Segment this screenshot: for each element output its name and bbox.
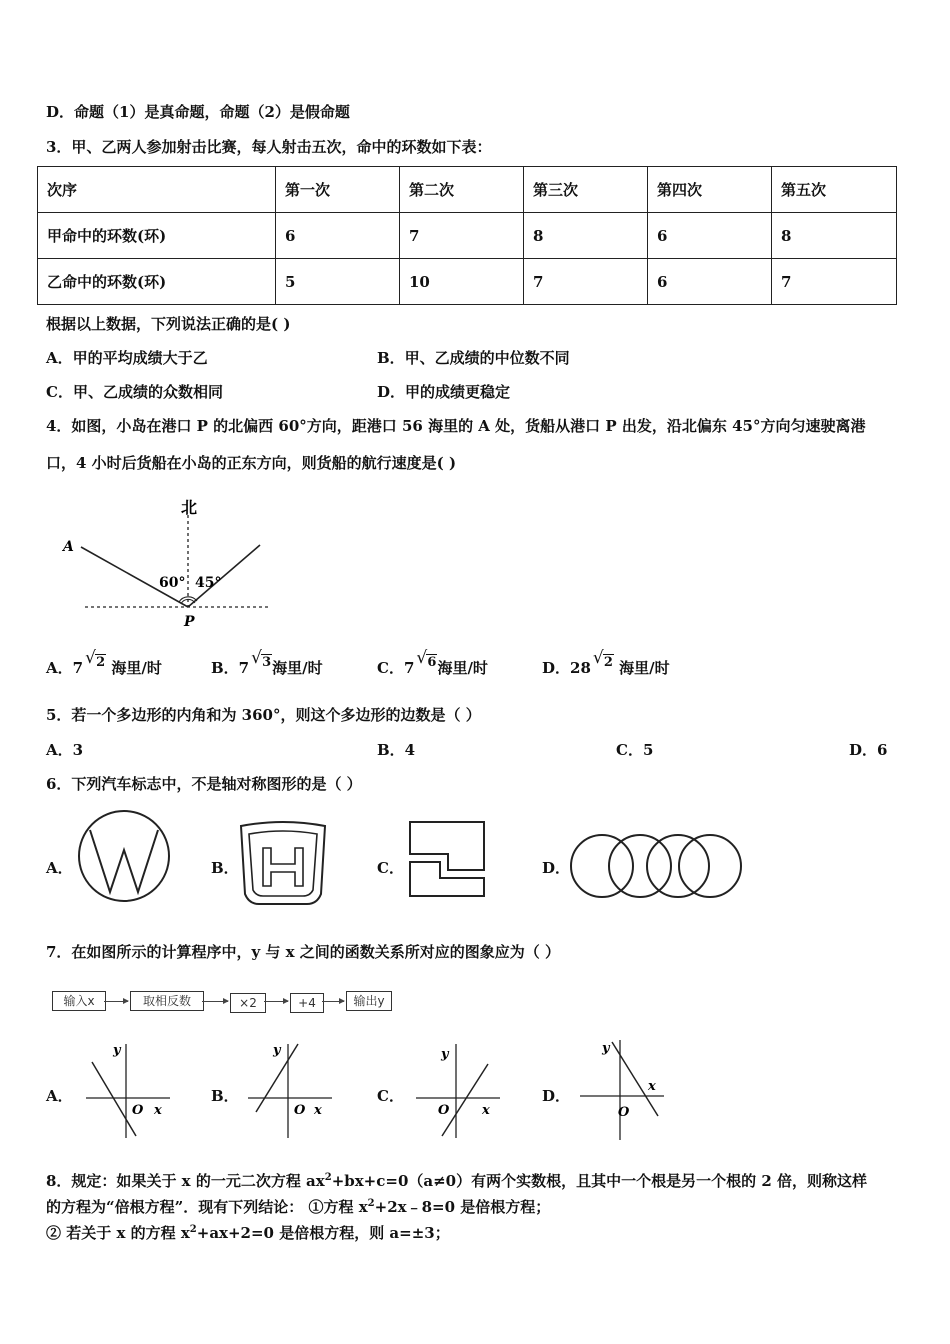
q5-option-d: D．6 xyxy=(849,741,888,759)
q3-option-d: D．甲的成绩更稳定 xyxy=(377,383,511,401)
axis-y-label: y xyxy=(441,1047,449,1062)
origin-label: O xyxy=(618,1105,630,1120)
table-header-cell: 第一次 xyxy=(276,167,400,213)
q8-line2-part1: 的方程为“倍根方程”．现有下列结论： ①方程 x xyxy=(46,1198,368,1216)
radicand: 2 xyxy=(603,655,613,670)
axis-y-label: y xyxy=(602,1041,610,1056)
table-header-cell: 第五次 xyxy=(772,167,897,213)
honda-logo xyxy=(237,820,329,906)
north-label: 北 xyxy=(181,498,198,517)
exponent: 2 xyxy=(324,1172,332,1183)
angle-45-label: 45° xyxy=(195,575,222,591)
table-cell: 10 xyxy=(400,259,524,305)
table-cell: 乙命中的环数(环) xyxy=(38,259,276,305)
q4-option-c-label: C．7 xyxy=(377,659,415,677)
flow-output-box: 输出y xyxy=(346,991,392,1011)
sqrt-symbol: √ 6 xyxy=(416,648,437,670)
sqrt-symbol: √ 2 xyxy=(85,648,106,670)
sqrt-symbol: √ 2 xyxy=(592,648,613,670)
q7-graph-a xyxy=(78,1040,178,1140)
q3-question: 根据以上数据，下列说法正确的是( ) xyxy=(46,315,291,333)
table-cell: 6 xyxy=(648,213,772,259)
q8-line2 xyxy=(46,1194,550,1217)
q8-line1-part1: 8．规定：如果关于 x 的一元二次方程 ax xyxy=(46,1172,325,1190)
table-cell: 8 xyxy=(772,213,897,259)
axis-x-label: x xyxy=(314,1103,322,1118)
table-row xyxy=(38,213,897,259)
q4-option-c-unit: 海里/时 xyxy=(437,659,488,677)
origin-label: O xyxy=(438,1103,450,1118)
q5-stem: 5．若一个多边形的内角和为 360°，则这个多边形的边数是（ ） xyxy=(46,706,481,724)
q3-option-a: A．甲的平均成绩大于乙 xyxy=(46,349,208,367)
q7-stem: 7．在如图所示的计算程序中，y 与 x 之间的函数关系所对应的图象应为（ ） xyxy=(46,943,560,961)
q4-option-a-label: A．7 xyxy=(46,659,84,677)
table-cell: 7 xyxy=(772,259,897,305)
q4-option-d-label: D．28 xyxy=(542,659,591,677)
axis-y-label: y xyxy=(113,1043,121,1058)
q6-option-d-label: D． xyxy=(542,859,571,877)
table-cell: 8 xyxy=(524,213,648,259)
point-p-label: P xyxy=(184,614,195,630)
flow-arrow-icon xyxy=(202,1001,228,1002)
q7-graph-b xyxy=(240,1040,340,1140)
q3-option-b: B．甲、乙成绩的中位数不同 xyxy=(377,349,570,367)
table-row xyxy=(38,259,897,305)
exponent: 2 xyxy=(367,1198,375,1209)
q7-option-d-label: D． xyxy=(542,1087,571,1105)
interlocking-squares-logo xyxy=(406,820,488,900)
point-a-label: A xyxy=(63,539,74,555)
q7-option-c-label: C． xyxy=(377,1087,404,1105)
origin-label: O xyxy=(294,1103,306,1118)
q5-option-c: C．5 xyxy=(616,741,654,759)
table-header-row xyxy=(38,167,897,213)
q4-option-c xyxy=(377,648,488,680)
q4-stem-line2: 口，4 小时后货船在小岛的正东方向，则货船的航行速度是( ) xyxy=(46,454,457,472)
q4-option-a-unit: 海里/时 xyxy=(111,659,162,677)
q4-option-b-unit: 海里/时 xyxy=(272,659,323,677)
q4-option-a xyxy=(46,648,162,680)
q6-option-c-label: C． xyxy=(377,859,404,877)
q8-line1-part2: +bx+c=0（a≠0）有两个实数根，且其中一个根是另一个根的 2 倍，则称这样 xyxy=(331,1172,868,1190)
audi-rings-logo xyxy=(568,833,744,899)
flow-arrow-icon xyxy=(104,1001,128,1002)
q7-graph-c xyxy=(408,1040,508,1140)
exponent: 2 xyxy=(189,1224,197,1235)
q4-option-d xyxy=(542,648,670,680)
table-header-cell: 第四次 xyxy=(648,167,772,213)
flow-input-box: 输入x xyxy=(52,991,106,1011)
flow-plus4-box: +4 xyxy=(290,993,324,1013)
radicand: 6 xyxy=(427,655,437,670)
flow-negate-box: 取相反数 xyxy=(130,991,204,1011)
table-header-cell: 第二次 xyxy=(400,167,524,213)
q4-option-b-label: B．7 xyxy=(211,659,250,677)
angle-60-label: 60° xyxy=(159,575,186,591)
q8-line3 xyxy=(46,1220,450,1243)
q7-graph-d xyxy=(572,1036,672,1142)
q3-option-c: C．甲、乙成绩的众数相同 xyxy=(46,383,223,401)
table-header-cell: 次序 xyxy=(38,167,276,213)
q8-line3-part2: +ax+2=0 是倍根方程，则 a=±3； xyxy=(196,1224,450,1242)
q7-option-b-label: B． xyxy=(211,1087,239,1105)
flow-arrow-icon xyxy=(322,1001,344,1002)
table-cell: 6 xyxy=(276,213,400,259)
q7-option-a-label: A． xyxy=(46,1087,73,1105)
q8-line1 xyxy=(46,1168,867,1191)
table-cell: 7 xyxy=(400,213,524,259)
axis-x-label: x xyxy=(648,1079,656,1094)
q6-stem: 6．下列汽车标志中，不是轴对称图形的是（ ） xyxy=(46,775,362,793)
table-cell: 7 xyxy=(524,259,648,305)
q2-option-d: D．命题（1）是真命题，命题（2）是假命题 xyxy=(46,103,350,121)
q8-line2-part2: +2x﹣8=0 是倍根方程； xyxy=(374,1198,551,1216)
radicand: 3 xyxy=(262,655,272,670)
q4-compass-figure xyxy=(55,495,285,630)
q8-line3-part1: ② 若关于 x 的方程 x xyxy=(46,1224,190,1242)
q6-option-b-label: B． xyxy=(211,859,239,877)
q6-option-a-label: A． xyxy=(46,859,73,877)
table-cell: 5 xyxy=(276,259,400,305)
q4-stem-line1: 4．如图，小岛在港口 P 的北偏西 60°方向，距港口 56 海里的 A 处，货船从港口 P 出发，沿北偏东 45°方向匀速驶离港 xyxy=(46,417,866,435)
origin-label: O xyxy=(132,1103,144,1118)
q4-option-b xyxy=(211,648,323,680)
volkswagen-logo xyxy=(76,808,172,904)
q5-option-a: A．3 xyxy=(46,741,84,759)
sqrt-symbol: √ 3 xyxy=(251,648,272,670)
score-table xyxy=(37,166,897,305)
q5-option-b: B．4 xyxy=(377,741,416,759)
flow-times2-box: ×2 xyxy=(230,993,266,1013)
axis-x-label: x xyxy=(154,1103,162,1118)
radicand: 2 xyxy=(96,655,106,670)
flow-arrow-icon xyxy=(264,1001,288,1002)
table-header-cell: 第三次 xyxy=(524,167,648,213)
q4-option-d-unit: 海里/时 xyxy=(619,659,670,677)
axis-x-label: x xyxy=(482,1103,490,1118)
axis-y-label: y xyxy=(273,1043,281,1058)
table-cell: 甲命中的环数(环) xyxy=(38,213,276,259)
table-cell: 6 xyxy=(648,259,772,305)
q3-stem: 3．甲、乙两人参加射击比赛，每人射击五次，命中的环数如下表： xyxy=(46,138,492,156)
